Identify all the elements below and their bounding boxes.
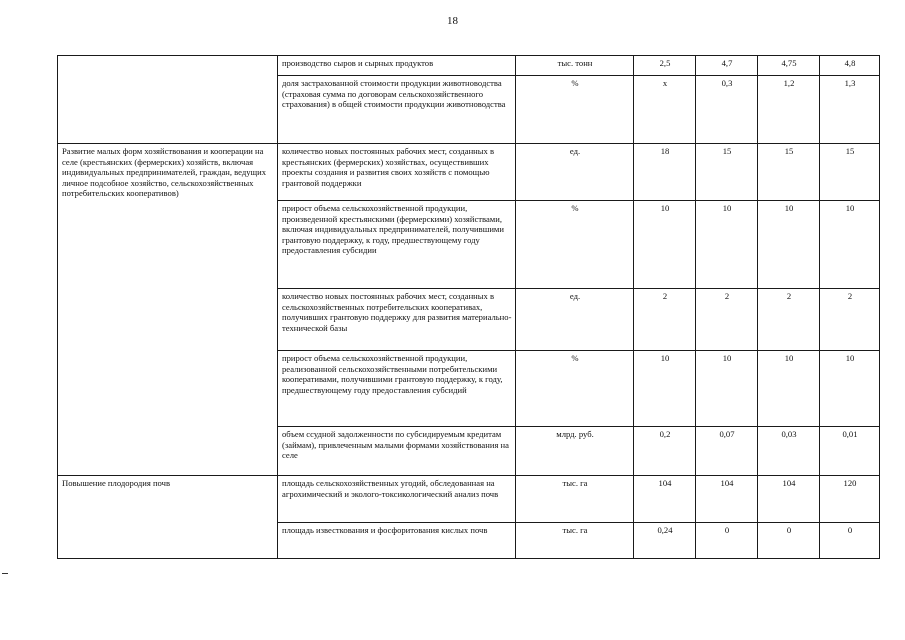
value-cell: 10: [634, 351, 696, 427]
indicator-cell: прирост объема сельскохозяйственной продукции, произведенной крестьянскими (фермерскими) хозяйствами, включая индивидуальных предпринимателей, получившими грантовую поддержку, к году, предшествующему году предоставления субсидии: [278, 201, 516, 289]
value-cell: 0: [758, 523, 820, 559]
value-cell: 15: [696, 144, 758, 201]
unit-cell: тыс. тонн: [516, 56, 634, 76]
unit-cell: ед.: [516, 144, 634, 201]
value-cell: 4,7: [696, 56, 758, 76]
value-cell: 4,75: [758, 56, 820, 76]
indicator-cell: площадь сельскохозяйственных угодий, обследованная на агрохимический и эколого-токсикологический анализ почв: [278, 476, 516, 523]
table-row: [58, 56, 880, 76]
value-cell: 15: [820, 144, 880, 201]
value-cell: 10: [696, 201, 758, 289]
unit-cell: %: [516, 351, 634, 427]
value-cell: 0,3: [696, 76, 758, 144]
indicator-cell: объем ссудной задолженности по субсидируемым кредитам (займам), привлеченным малыми формами хозяйствования на селе: [278, 427, 516, 476]
indicator-cell: количество новых постоянных рабочих мест, созданных в крестьянских (фермерских) хозяйствах, осуществивших проекты создания и развития своих хозяйств с помощью грантовой поддержки: [278, 144, 516, 201]
unit-cell: тыс. га: [516, 476, 634, 523]
value-cell: 0,01: [820, 427, 880, 476]
value-cell: 0: [696, 523, 758, 559]
value-cell: 2: [820, 289, 880, 351]
value-cell: 0: [820, 523, 880, 559]
value-cell: 0,07: [696, 427, 758, 476]
unit-cell: %: [516, 201, 634, 289]
indicator-cell: количество новых постоянных рабочих мест, созданных в сельскохозяйственных потребительских кооперативах, получивших грантовую поддержку для развития материально-технической базы: [278, 289, 516, 351]
value-cell: 10: [820, 201, 880, 289]
indicator-cell: доля застрахованной стоимости продукции животноводства (страховая сумма по договорам сельскохозяйственного страхования) в общей стоимости продукции животноводства: [278, 76, 516, 144]
value-cell: 10: [634, 201, 696, 289]
value-cell: 104: [758, 476, 820, 523]
value-cell: 4,8: [820, 56, 880, 76]
indicator-cell: прирост объема сельскохозяйственной продукции, реализованной сельскохозяйственными потребительскими кооперативами, получившими грантовую поддержку, к году, предшествующему году предоставления субсидий: [278, 351, 516, 427]
page-number: 18: [447, 15, 458, 27]
indicators-table: [57, 55, 880, 559]
unit-cell: тыс. га: [516, 523, 634, 559]
table-row: [58, 144, 880, 201]
unit-cell: %: [516, 76, 634, 144]
value-cell: 2: [696, 289, 758, 351]
value-cell: 1,3: [820, 76, 880, 144]
value-cell: 0,24: [634, 523, 696, 559]
value-cell: 10: [758, 351, 820, 427]
indicator-cell: производство сыров и сырных продуктов: [278, 56, 516, 76]
value-cell: 1,2: [758, 76, 820, 144]
value-cell: 2: [758, 289, 820, 351]
indicator-cell: площадь известкования и фосфоритования кислых почв: [278, 523, 516, 559]
value-cell: 2: [634, 289, 696, 351]
value-cell: 10: [820, 351, 880, 427]
direction-cell: [58, 56, 278, 144]
value-cell: 15: [758, 144, 820, 201]
value-cell: 104: [696, 476, 758, 523]
value-cell: 18: [634, 144, 696, 201]
value-cell: 104: [634, 476, 696, 523]
direction-cell: Развитие малых форм хозяйствования и кооперации на селе (крестьянских (фермерских) хозяйств, включая индивидуальных предпринимателей, граждан, ведущих личное подсобное хозяйство, сельскохозяйственных потребительских кооперативов): [58, 144, 278, 476]
value-cell: 0,2: [634, 427, 696, 476]
value-cell: 120: [820, 476, 880, 523]
table-row: [58, 476, 880, 523]
value-cell: x: [634, 76, 696, 144]
unit-cell: ед.: [516, 289, 634, 351]
value-cell: 10: [696, 351, 758, 427]
value-cell: 10: [758, 201, 820, 289]
margin-tick: [2, 573, 8, 574]
direction-cell: Повышение плодородия почв: [58, 476, 278, 559]
value-cell: 2,5: [634, 56, 696, 76]
value-cell: 0,03: [758, 427, 820, 476]
unit-cell: млрд. руб.: [516, 427, 634, 476]
